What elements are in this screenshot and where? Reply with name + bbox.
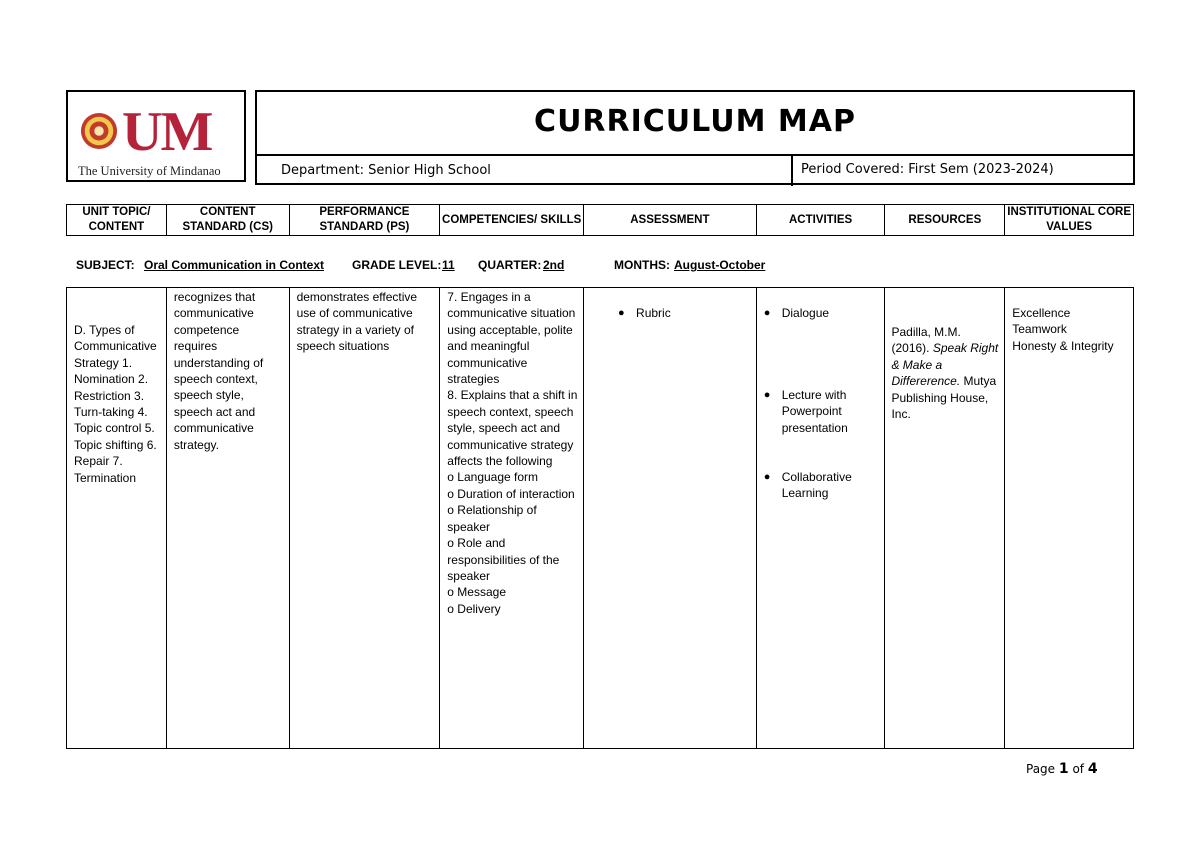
column-header-activities: ACTIVITIES [757,205,886,235]
subject-value: Oral Communication in Context [144,258,325,272]
content-standard-text: recognizes that communicative competence requires understanding of speech context, speech style, speech act and communicative strategy. [173,290,264,452]
activity-item-label: Lecture with Powerpoint presentation [781,388,848,435]
core-value-item: Teamwork [1012,322,1067,337]
column-header-row [66,204,1134,236]
assessment-cell [584,288,757,748]
bullet-icon: ● [763,389,771,401]
competency-item: 7. Engages in a communicative situation using acceptable, polite and meaningful communicative strategies [447,290,576,387]
page-prefix: Page [1026,762,1056,776]
competency-item: o Duration of interaction [447,486,575,501]
column-header-resources: RESOURCES [885,205,1005,235]
competency-item: o Delivery [447,601,501,616]
competency-item: 8. Explains that a shift in speech context, speech style, speech act and communicative strategy affects the following [447,388,578,469]
competency-item: o Language form [447,470,539,485]
activity-item [764,305,879,321]
department-field: Department: Senior High School [281,163,491,178]
quarter-label: QUARTER: [478,258,542,272]
competency-item: o Message [447,585,506,600]
competencies-cell [440,288,584,748]
page-total: 4 [1087,761,1098,777]
page-current: 1 [1058,761,1069,777]
column-header-unit-topic: UNIT TOPIC/ CONTENT [67,205,167,235]
assessment-item-label: Rubric [636,306,671,320]
resource-citation [891,324,1000,422]
bullet-icon: ● [763,307,771,319]
resource-publisher: Mutya Publishing House, Inc. [891,374,997,422]
core-values-cell [1005,288,1133,748]
column-header-content-standard: CONTENT STANDARD (CS) [167,205,290,235]
period-covered-field: Period Covered: First Sem (2023-2024) [791,156,1054,186]
activity-item-label: Collaborative Learning [781,470,852,501]
months-value: August-October [674,258,766,272]
content-standard-cell [167,288,290,748]
resource-author: Padilla, M.M. (2016). [891,325,961,356]
university-seal-icon [80,112,118,150]
core-value-item: Honesty & Integrity [1012,338,1114,353]
unit-topic-text: D. Types of Communicative Strategy 1. Nomination 2. Restriction 3. Turn-taking 4. Topic control 5. Topic shifting 6. Repair 7. Termination [74,323,157,485]
competency-item: o Role and responsibilities of the speaker [447,536,560,583]
page-title: CURRICULUM MAP [534,104,856,139]
column-header-competencies: COMPETENCIES/ SKILLS [440,205,584,235]
title-info-row [257,154,1133,186]
core-values-list [1012,305,1129,354]
activity-item-label: Dialogue [781,306,830,320]
performance-standard-text: demonstrates effective use of communicative strategy in a variety of speech situations [296,290,418,354]
bullet-icon: ● [763,471,771,483]
performance-standard-cell [290,288,441,748]
grade-level-label: GRADE LEVEL: [352,258,442,272]
page-separator: of [1072,762,1085,776]
core-value-item: Excellence [1012,306,1071,320]
assessment-item [618,305,748,321]
competency-item: o Relationship of speaker [447,503,537,534]
column-header-assessment: ASSESSMENT [584,205,757,235]
logo-mark: UM [122,101,212,163]
competencies-list [447,289,579,617]
resource-title: Speak Right & Make a Differerence. [891,341,999,389]
resources-cell [885,288,1005,748]
logo-university-name: The University of Mindanao [78,164,221,178]
bullet-icon: ● [618,307,625,319]
quarter-value: 2nd [543,258,565,272]
curriculum-table-row [66,287,1134,749]
grade-level-value: 11 [442,258,455,272]
page-number [1026,761,1098,777]
subject-label: SUBJECT: [76,258,135,272]
column-header-performance-standard: PERFORMANCE STANDARD (PS) [290,205,441,235]
unit-topic-cell [67,288,167,748]
activities-cell [757,288,886,748]
months-label: MONTHS: [614,258,670,272]
column-header-core-values: INSTITUTIONAL CORE VALUES [1007,206,1131,233]
university-logo [66,90,246,182]
activity-item [764,469,879,502]
activity-item [764,387,879,436]
title-box [255,90,1135,185]
